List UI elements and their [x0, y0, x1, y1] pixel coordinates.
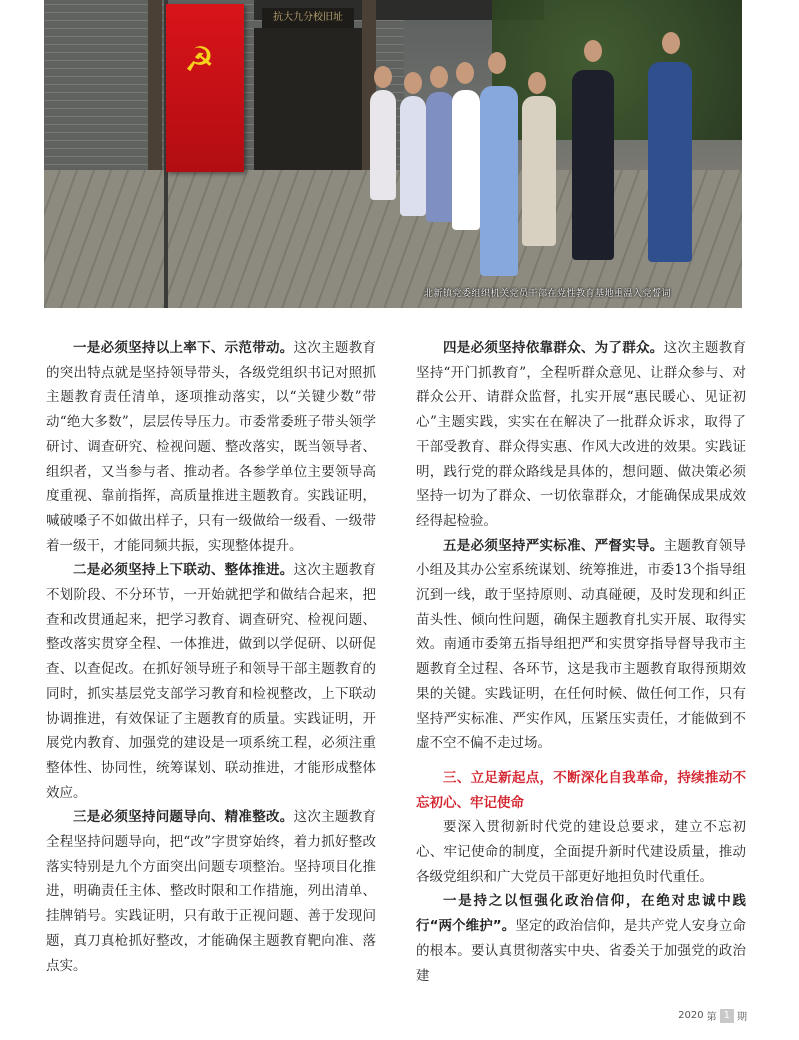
person	[480, 86, 518, 276]
page-footer	[678, 1008, 747, 1023]
person-head	[488, 52, 506, 74]
person	[648, 62, 692, 262]
building-doorway	[254, 28, 374, 178]
person	[426, 92, 454, 222]
paragraph	[46, 805, 376, 978]
person	[400, 96, 426, 216]
person-head	[430, 66, 448, 88]
paragraph-lead: 五是必须坚持严实标准、严督实导。	[443, 537, 664, 554]
paragraph-text: 这次主题教育不划阶段、不分环节，一开始就把学和做结合起来，把查和改贯通起来，把学习教育、调查研究、检视问题、整改落实贯穿全程、一体推进，做到以学促研、以研促查、以查促改。在抓好领导班子和领导干部主题教育的同时，抓实基层党支部学习教育和检视整改，上下联动协调推进，有效保证了主题教育的质量。实践证明，开展党内教育、加强党的建设是一项系统工程，必须注重整体性、协同性，统筹谋划、联动推进，才能形成整体效应。	[46, 562, 377, 801]
person-head	[662, 32, 680, 54]
person-head	[374, 66, 392, 88]
paragraph	[46, 558, 376, 805]
paragraph-text: 主题教育领导小组及其办公室系统谋划、统筹推进，市委13个指导组沉到一线，敢于坚持原则、动真碰硬，及时发现和纠正苗头性、倾向性问题，确保主题教育扎实开展、取得实效。南通市委第五指导组把严和实贯穿指导督导我市主题教育全过程、各环节，这是我市主题教育取得预期效果的关键。实践证明，在任何时候、做任何工作，只有坚持严实标准、严实作风，压紧压实责任，才能做到不虚不空不偏不走过场。	[416, 537, 747, 752]
person-head	[404, 72, 422, 94]
paragraph-lead: 三是必须坚持问题导向、精准整改。	[73, 809, 294, 826]
section-intro: 要深入贯彻新时代党的建设总要求，建立不忘初心、牢记使命的制度，全面提升新时代建设质量，推动各级党组织和广大党员干部更好地担负时代重任。	[416, 819, 746, 885]
paragraph-text: 这次主题教育坚持“开门抓教育”，全程听群众意见、让群众参与、对群众公开、请群众监督，扎实开展“惠民暖心、见证初心”主题实践，实实在在解决了一批群众诉求，取得了干部受教育、群众得实惠、作风大改进的效果。实践证明，践行党的群众路线是具体的，想问题、做决策必须坚持一切为了群众、一切依靠群众，才能确保成果成效经得起检验。	[416, 340, 747, 529]
paragraph-lead: 一是必须坚持以上率下、示范带动。	[73, 340, 294, 356]
paragraph-text: 这次主题教育的突出特点就是坚持领导带头，各级党组织书记对照抓主题教育责任清单，逐项推动落实，以“关键少数”带动“绝大多数”，层层传导压力。市委常委班子带头领学研讨、调查研究、检视问题、整改落实，既当领导者、组织者，又当参与者、推动者。各参学单位主要领导高度重视、靠前指挥，高质量推进主题教育。实践证明，喊破嗓子不如做出样子，只有一级做给一级看、一级带着一级干，才能同频共振，实现整体提升。	[46, 340, 377, 554]
paragraph	[416, 534, 746, 756]
building-plaque: 抗大九分校旧址	[262, 8, 354, 28]
wooden-pillar	[148, 0, 162, 190]
person	[370, 90, 396, 200]
header-photo	[44, 0, 742, 308]
person	[522, 96, 556, 246]
person-head	[456, 62, 474, 84]
paragraph	[46, 336, 376, 558]
photo-caption: 北新镇党委组织机关党员干部在党性教育基地重温入党誓词	[424, 289, 672, 299]
footer-qi: 期	[737, 1012, 747, 1023]
left-column	[46, 336, 376, 978]
paragraph-lead: 四是必须坚持依靠群众、为了群众。	[443, 340, 664, 356]
person-head	[584, 40, 602, 62]
person	[572, 70, 614, 260]
paragraph	[416, 889, 746, 988]
person	[452, 90, 480, 230]
footer-year: 2020	[678, 1010, 704, 1021]
paragraph-lead: 二是必须坚持上下联动、整体推进。	[73, 562, 294, 579]
paragraph-text: 这次主题教育全程坚持问题导向，把“改”字贯穿始终，着力抓好整改落实特别是九个方面突出问题专项整治。坚持项目化推进，明确责任主体、整改时限和工作措施，列出清单、挂牌销号。实践证明，只有敢于正视问题、善于发现问题，真刀真枪抓好整改，才能确保主题教育靶向准、落点实。	[46, 809, 377, 974]
section-heading: 三、立足新起点，不断深化自我革命，持续推动不忘初心、牢记使命	[416, 769, 746, 811]
person-head	[528, 72, 546, 94]
hammer-sickle-icon: ☭	[184, 40, 215, 80]
footer-di: 第	[706, 1012, 717, 1023]
issue-number: 1	[720, 1009, 734, 1023]
paragraph-lead: 一是持之以恒强化政治信仰，在绝对忠诚中践行“两个维护”。	[416, 893, 746, 935]
paragraph-text: 坚定的政治信仰，是共产党人安身立命的根本。要认真贯彻落实中央、省委关于加强党的政治建	[416, 918, 747, 984]
paragraph	[416, 336, 746, 534]
party-flag	[166, 4, 244, 172]
right-column	[416, 336, 746, 988]
